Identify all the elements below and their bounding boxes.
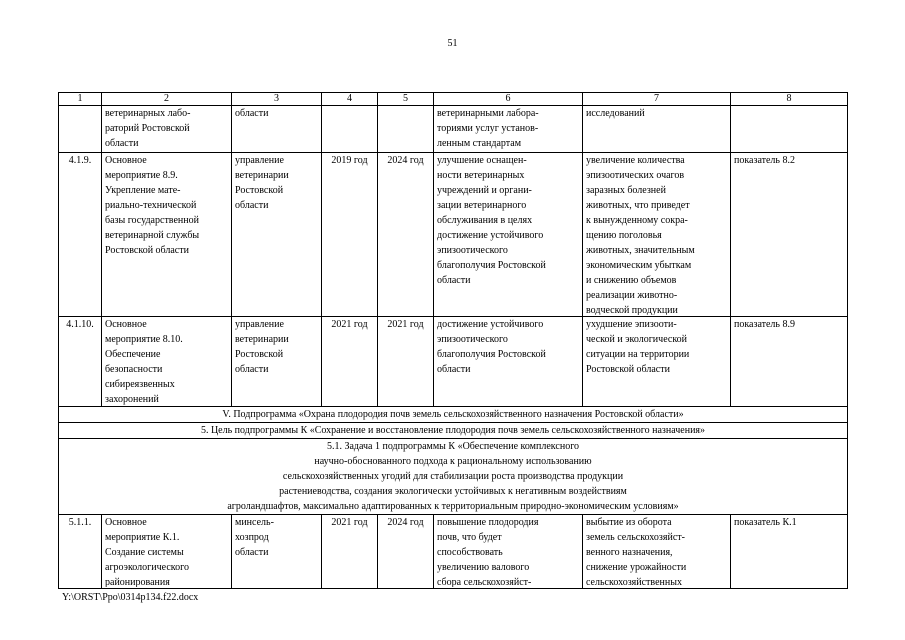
executor: управление ветеринарии Ростовской области xyxy=(232,153,322,317)
section-row xyxy=(59,423,848,439)
expected-result: ветеринарными лабора- ториями услуг установ- ленным стандартам xyxy=(434,106,583,153)
indicator: показатель К.1 xyxy=(731,515,848,589)
end-year xyxy=(378,106,434,153)
event-name: Основное мероприятие 8.9. Укрепление мате- риально-технической базы государственной ветеринарной службы Ростовской области xyxy=(102,153,232,317)
column-header: 2 xyxy=(102,93,232,106)
column-header: 6 xyxy=(434,93,583,106)
table-header-row xyxy=(59,93,848,106)
event-name: Основное мероприятие 8.10. Обеспечение безопасности сибиреязвенных захоронений xyxy=(102,317,232,407)
consequence: исследований xyxy=(583,106,731,153)
table-row xyxy=(59,515,848,589)
section-row xyxy=(59,439,848,515)
file-path-footer: Y:\ORST\Ppo\0314p134.f22.docx xyxy=(62,592,199,603)
column-header: 5 xyxy=(378,93,434,106)
section-row xyxy=(59,407,848,423)
column-header: 3 xyxy=(232,93,322,106)
expected-result: улучшение оснащен- ности ветеринарных учреждений и органи- зации ветеринарного обслуживания в целях достижение устойчивого эпизоотического благополучия Ростовской области xyxy=(434,153,583,317)
expected-result: достижение устойчивого эпизоотического благополучия Ростовской области xyxy=(434,317,583,407)
page-number: 51 xyxy=(447,38,458,49)
end-year: 2024 год xyxy=(378,515,434,589)
row-number xyxy=(59,106,102,153)
row-number: 4.1.10. xyxy=(59,317,102,407)
start-year: 2021 год xyxy=(322,515,378,589)
goal-heading: 5. Цель подпрограммы К «Сохранение и восстановление плодородия почв земель сельскохозяйственного назначения» xyxy=(59,423,848,439)
consequence: выбытие из оборота земель сельскохозяйст- венного назначения, снижение урожайности сельскохозяйственных xyxy=(583,515,731,589)
start-year: 2021 год xyxy=(322,317,378,407)
consequence: увеличение количества эпизоотических очагов заразных болезней животных, что приведет к вынужденному сокра- щению поголовья животных, значительным экономическим убыткам и снижению объемов реализации животно- водческой продукции xyxy=(583,153,731,317)
event-name: ветеринарных лабо- раторий Ростовской области xyxy=(102,106,232,153)
executor: управление ветеринарии Ростовской области xyxy=(232,317,322,407)
column-header: 8 xyxy=(731,93,848,106)
start-year xyxy=(322,106,378,153)
subprogram-heading: V. Подпрограмма «Охрана плодородия почв земель сельскохозяйственного назначения Ростовской области» xyxy=(59,407,848,423)
column-header: 1 xyxy=(59,93,102,106)
start-year: 2019 год xyxy=(322,153,378,317)
row-number: 5.1.1. xyxy=(59,515,102,589)
end-year: 2021 год xyxy=(378,317,434,407)
task-heading: 5.1. Задача 1 подпрограммы К «Обеспечение комплексного научно-обоснованного подхода к рациональному использованию сельскохозяйственных угодий для стабилизации роста производства продукции растениеводства, создания экологически устойчивых к негативным воздействиям агроландшафтов, максимально адаптированных к территориальным природно-экономическим условиям» xyxy=(59,439,848,515)
table-row xyxy=(59,317,848,407)
executor: минсель- хозпрод области xyxy=(232,515,322,589)
indicator: показатель 8.9 xyxy=(731,317,848,407)
column-header: 4 xyxy=(322,93,378,106)
column-header: 7 xyxy=(583,93,731,106)
program-table xyxy=(58,92,848,589)
executor: области xyxy=(232,106,322,153)
indicator: показатель 8.2 xyxy=(731,153,848,317)
table-row xyxy=(59,153,848,317)
end-year: 2024 год xyxy=(378,153,434,317)
event-name: Основное мероприятие К.1. Создание системы агроэкологического районирования xyxy=(102,515,232,589)
table-row xyxy=(59,106,848,153)
expected-result: повышение плодородия почв, что будет способствовать увеличению валового сбора сельскохозяйст- xyxy=(434,515,583,589)
row-number: 4.1.9. xyxy=(59,153,102,317)
indicator xyxy=(731,106,848,153)
consequence: ухудшение эпизооти- ческой и экологической ситуации на территории Ростовской области xyxy=(583,317,731,407)
